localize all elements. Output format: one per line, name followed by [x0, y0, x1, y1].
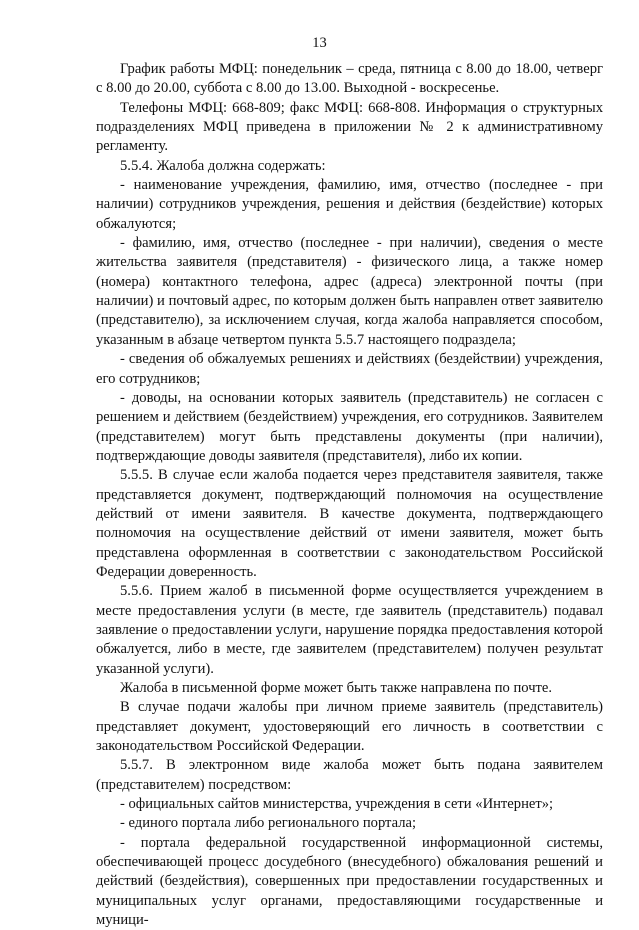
list-item-arguments: - доводы, на основании которых заявитель (представитель) не согласен с решением и действием (бездействием) учреждения, его сотрудников. Заявителем (представителем) могут быть представлены документы (при наличии), подтверждающие доводы заявителя (представителя), либо их копии. — [96, 389, 603, 464]
paragraph-5-5-6: 5.5.6. Прием жалоб в письменной форме осуществляется учреждением в месте предоставления услуги (в месте, где заявитель (представитель) подавал заявление о предоставлении услуги, нарушение порядка предоставления которой обжалуется, либо в месте, где заявителем (представителем) получен результат указанной услуги). — [96, 583, 603, 677]
list-item-official-sites: - официальных сайтов министерства, учреждения в сети «Интернет»; — [120, 796, 554, 813]
paragraph-mail-complaint: Жалоба в письменной форме может быть также направлена по почте. — [120, 680, 553, 696]
page-number: 13 — [312, 35, 327, 51]
document-body — [96, 60, 603, 930]
list-item-federal-portal: - портала федеральной государственной информационной системы, обеспечивающей процесс досудебного (внесудебного) обжалования решений и действий (бездействия), совершенных при предоставлении государственных и муниципальных услуг органами, предоставляющими государственные и муници- — [96, 834, 603, 929]
paragraph-5-5-7: 5.5.7. В электронном виде жалоба может быть подана заявителем (представителем) посредством: — [96, 757, 603, 793]
list-item-unified-portal: - единого портала либо регионального портала; — [120, 815, 417, 832]
paragraph-phones: Телефоны МФЦ: 668-809; факс МФЦ: 668-808. Информация о структурных подразделениях МФЦ приведена в приложении № 2 к административному регламенту. — [96, 99, 603, 155]
paragraph-schedule: График работы МФЦ: понедельник – среда, пятница с 8.00 до 18.00, четверг с 8.00 до 20.00, суббота с 8.00 до 13.00. Выходной - воскресенье. — [96, 61, 603, 97]
paragraph-personal-reception: В случае подачи жалобы при личном приеме заявитель (представитель) представляет документ, удостоверяющий его личность в соответствии с законодательством Российской Федерации. — [96, 699, 603, 755]
list-item-applicant-details: - фамилию, имя, отчество (последнее - при наличии), сведения о месте жительства заявителя (представителя) - физического лица, а также номер (номера) контактного телефона, адрес (адреса) электронной почты (при наличии) и почтовый адрес, по которым должен быть направлен ответ заявителю (представителю), за исключением случая, когда жалоба направляется способом, указанным в абзаце четвертом пункта 5.5.7 настоящего подраздела; — [96, 235, 603, 348]
paragraph-5-5-4-heading: 5.5.4. Жалоба должна содержать: — [120, 157, 326, 174]
paragraph-5-5-5: 5.5.5. В случае если жалоба подается через представителя заявителя, также представляется документ, подтверждающий полномочия на осуществление действий от имени заявителя. В качестве документа, подтверждающего полномочия на осуществление действий от имени заявителя, может быть представлена оформленная в соответствии с законодательством Российской Федерации доверенность. — [96, 467, 603, 580]
list-item-appealed-decisions: - сведения об обжалуемых решениях и действиях (бездействии) учреждения, его сотрудников; — [96, 351, 603, 387]
list-item-institution-name: - наименование учреждения, фамилию, имя, отчество (последнее - при наличии) сотрудников учреждения, решения и действия (бездействие) которых обжалуются; — [96, 177, 603, 232]
